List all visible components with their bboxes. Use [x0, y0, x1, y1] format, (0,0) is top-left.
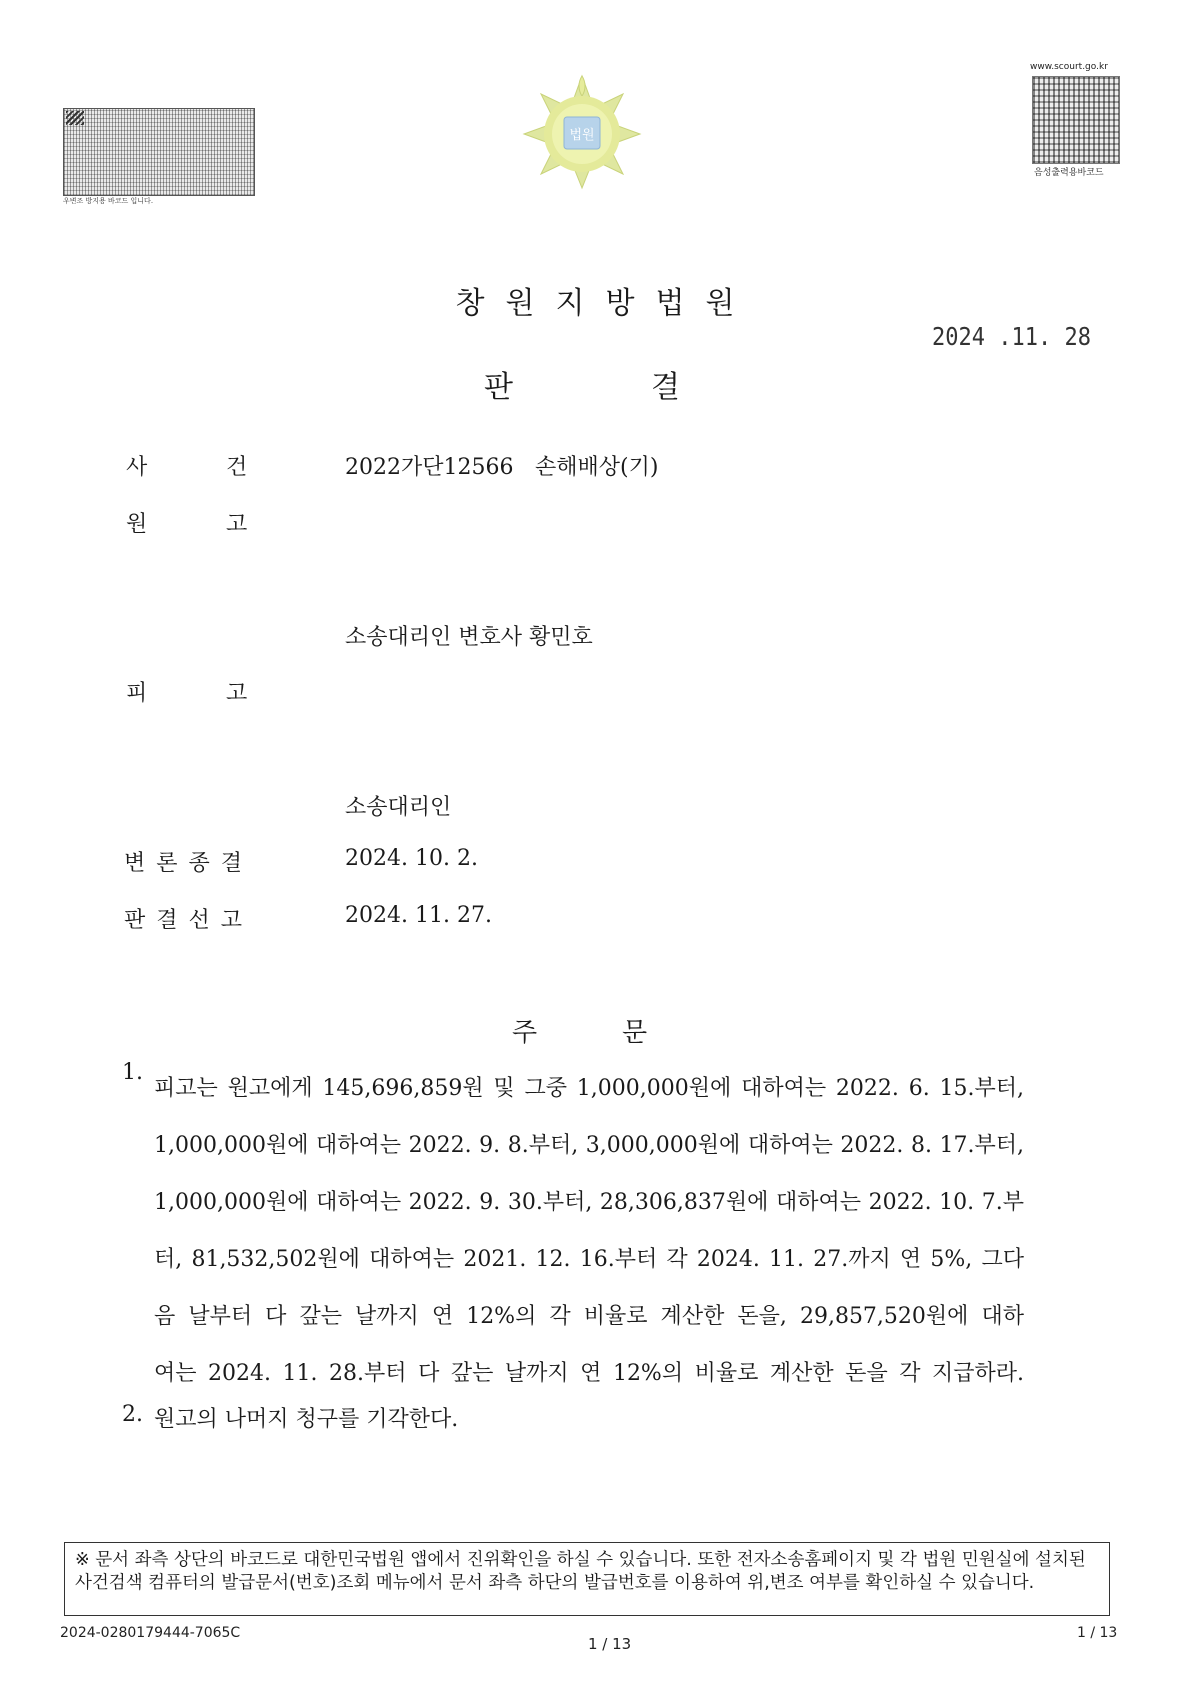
order-line: 터, 81,532,502원에 대하여는 2021. 12. 16.부터 각 2024. 11. 27.까지 연 5%, 그다: [154, 1247, 1024, 1272]
order-item-2: 원고의 나머지 청구를 기각한다.: [154, 1407, 459, 1432]
case-label-2: 건: [226, 455, 248, 480]
sentence-date: 2024. 11. 27.: [345, 903, 492, 928]
order-line: 음 날부터 다 갚는 날까지 연 12%의 각 비율로 계산한 돈을, 29,857,520원에 대하: [154, 1304, 1024, 1329]
order-line: 1,000,000원에 대하여는 2022. 9. 30.부터, 28,306,837원에 대하여는 2022. 10. 7.부: [154, 1190, 1024, 1215]
stamp-date: 2024 .11. 28: [932, 323, 1091, 352]
page-number-center: 1 / 13: [588, 1635, 632, 1653]
order-title-part2: 문: [622, 1018, 648, 1048]
document-title-part2: 결: [651, 370, 680, 405]
order-item-1: [154, 1060, 1024, 1402]
issue-number: 2024-0280179444-7065C: [60, 1625, 241, 1641]
order-line: 피고는 원고에게 145,696,859원 및 그중 1,000,000원에 대하여는 2022. 6. 15.부터,: [154, 1076, 1024, 1101]
page-number-right: 1 / 13: [1077, 1625, 1118, 1641]
defendant-label-2: 고: [226, 681, 248, 706]
qr-url: www.scourt.go.kr: [1030, 62, 1108, 72]
defendant-label-1: 피: [126, 681, 148, 706]
order-item-2-number: 2.: [122, 1402, 143, 1427]
case-label-1: 사: [126, 455, 148, 480]
anti-forgery-barcode: [63, 108, 255, 196]
plaintiff-agent: 소송대리인 변호사 황민호: [345, 625, 593, 650]
emblem-text: 법원: [569, 128, 595, 143]
court-emblem-icon: [520, 72, 644, 190]
order-line: 1,000,000원에 대하여는 2022. 9. 8.부터, 3,000,000원에 대하여는 2022. 8. 17.부터,: [154, 1133, 1024, 1158]
plaintiff-label-2: 고: [226, 512, 248, 537]
qr-caption: 음성출력용바코드: [1034, 168, 1104, 178]
defendant-agent: 소송대리인: [345, 795, 452, 820]
closing-date: 2024. 10. 2.: [345, 846, 478, 871]
sentence-label: 판 결 선 고: [124, 908, 244, 933]
voice-output-qr-code: [1032, 76, 1120, 164]
barcode-caption: 우변조 방지용 바코드 입니다.: [63, 197, 154, 205]
case-number: 2022가단12566: [345, 455, 514, 480]
order-item-1-number: 1.: [122, 1060, 143, 1085]
document-title-part1: 판: [484, 370, 513, 405]
plaintiff-label-1: 원: [126, 512, 148, 537]
closing-label: 변 론 종 결: [124, 851, 244, 876]
verification-notice: ※ 문서 좌측 상단의 바코드로 대한민국법원 앱에서 진위확인을 하실 수 있습니다. 또한 전자소송홈페이지 및 각 법원 민원실에 설치된 사건검색 컴퓨터의 발급문서(번호)조회 메뉴에서 문서 좌측 하단의 발급번호를 이용하여 위,변조 여부를 확인하실 수 있습니다.: [64, 1542, 1110, 1616]
order-line: 여는 2024. 11. 28.부터 다 갚는 날까지 연 12%의 비율로 계산한 돈을 각 지급하라.: [154, 1361, 1024, 1386]
court-name: 창원지방법원: [455, 286, 756, 321]
order-title-part1: 주: [512, 1018, 538, 1048]
case-type: 손해배상(기): [535, 455, 659, 480]
